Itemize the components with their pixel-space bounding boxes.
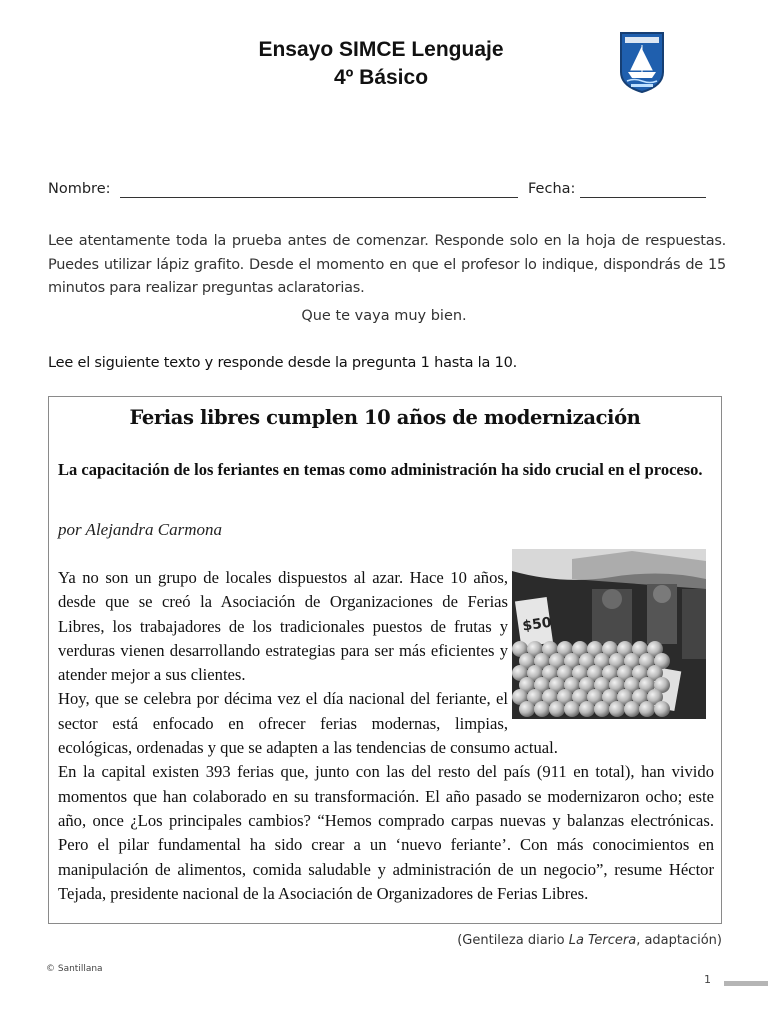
source-suffix: , adaptación)	[636, 933, 722, 948]
document-grade: 4º Básico	[333, 66, 429, 89]
page-number: 1	[704, 973, 711, 986]
instructions-text: Lee atentamente toda la prueba antes de comenzar. Responde solo en la hoja de respuestas. Puedes utilizar lápiz grafito. Desde el momento en que el profesor lo indique, dispondrás de 15 minutos para realizar preguntas aclaratorias.	[48, 233, 726, 296]
article-title: Ferias libres cumplen 10 años de modernización	[129, 406, 641, 429]
date-label: Fecha:	[528, 181, 576, 197]
market-photo-icon	[512, 549, 706, 719]
article-author: por Alejandra Carmona	[58, 520, 223, 539]
source-prefix: (Gentileza diario	[457, 933, 569, 948]
article-paragraph: En la capital existen 393 ferias que, junto con las del resto del país (911 en total), han vivido momentos que han colaborado en su transformación. El año pasado se modernizaron ocho; este año, once ¿Los principales cambios? “Hemos comprado carpas nuevas y balanzas electrónicas. Pero el pilar fundamental ha sido crear a un ‘nuevo feriante’. Con más conocimientos en manipulación de alimentos, comida saludable y administración de un negocio”, resume Héctor Tejada, presidente nacional de la Asociación de Organizadores de Ferias Libres.	[58, 762, 714, 903]
article-paragraph: Hoy, que se celebra por décima vez el día nacional del feriante, el sector está enfocado en ofrecer ferias modernas, limpias, ecológicas, ordenadas y que se adapten a las tendencias de consumo actual.	[58, 689, 558, 758]
good-luck-text: Que te vaya muy bien.	[301, 308, 467, 324]
source-newspaper: La Tercera	[568, 933, 637, 948]
article-paragraph: Ya no son un grupo de locales dispuestos al azar. Hace 10 años, desde que se creó la Asociación de Organizaciones de Ferias Libres, los trabajadores de los tradicionales puestos de frutas y verduras vienen desarrollando estrategias para ser más eficientes y atender mejor a sus clientes.	[58, 568, 508, 685]
name-field[interactable]	[120, 197, 518, 198]
school-crest-icon	[617, 30, 667, 94]
source-credit	[457, 933, 722, 948]
article-subtitle: La capacitación de los feriantes en temas como administración ha sido crucial en el proceso.	[58, 460, 703, 479]
svg-text:$50: $50	[521, 614, 553, 635]
reading-directive: Lee el siguiente texto y responde desde la pregunta 1 hasta la 10.	[48, 355, 518, 371]
date-field[interactable]	[580, 197, 706, 198]
document-title: Ensayo SIMCE Lenguaje	[258, 38, 504, 61]
copyright-notice: © Santillana	[46, 964, 103, 974]
page-indicator-bar	[724, 981, 768, 986]
name-label: Nombre:	[48, 181, 111, 197]
